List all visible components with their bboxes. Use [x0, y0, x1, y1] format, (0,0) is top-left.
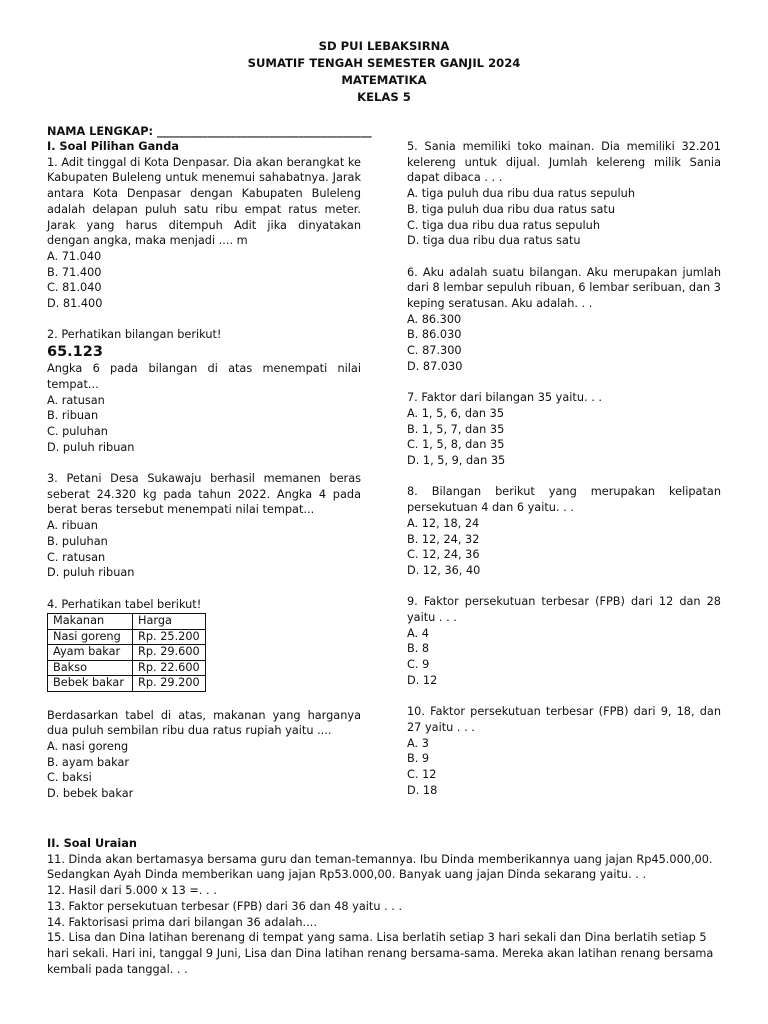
question-5: [407, 139, 721, 249]
subject-title: MATEMATIKA: [341, 73, 427, 87]
question-2: [47, 327, 361, 455]
table-cell: Bakso: [48, 660, 133, 676]
option-c: C. 12, 24, 36: [407, 548, 480, 562]
option-b: B. tiga puluh dua ribu dua ratus satu: [407, 202, 615, 216]
table-header-row: [48, 614, 206, 630]
option-a: A. 71.040: [47, 249, 102, 263]
question-4: [47, 597, 361, 802]
essay-question-15: 15. Lisa dan Dina latihan berenang di tempat yang sama. Lisa berlatih setiap 3 hari sekali dan Dina berlatih setiap 5 hari sekali. Hari ini, tanggal 9 Juni, Lisa dan Dina latihan renang bersama-sama. Mereka akan latihan renang bersama kembali pada tanggal. . .: [47, 931, 714, 976]
option-c: C. 9: [407, 658, 430, 672]
option-b: B. ribuan: [47, 409, 99, 423]
table-cell: Ayam bakar: [48, 645, 133, 661]
featured-number: 65.123: [47, 344, 103, 361]
option-d: D. bebek bakar: [47, 787, 134, 801]
option-b: B. ayam bakar: [47, 755, 130, 769]
section2-title: II. Soal Uraian: [47, 837, 137, 850]
option-d: D. 18: [407, 783, 438, 797]
option-d: D. 87.030: [407, 359, 463, 373]
question-text: 7. Faktor dari bilangan 35 yaitu. . .: [407, 391, 602, 405]
question-1: [47, 155, 361, 312]
option-d: D. 81.400: [47, 297, 103, 311]
question-9: [407, 594, 721, 688]
document-header: [0, 38, 768, 106]
left-column: [47, 139, 361, 802]
table-header-cell: Makanan: [48, 614, 133, 630]
option-d: D. 1, 5, 9, dan 35: [407, 454, 506, 468]
table-cell: Rp. 29.200: [133, 676, 206, 692]
table-cell: Nasi goreng: [48, 629, 133, 645]
question-text: 6. Aku adalah suatu bilangan. Aku merupakan jumlah dari 8 lembar sepuluh ribuan, 6 lembar seribuan, dan 3 keping seratusan. Aku adalah. . .: [407, 265, 721, 311]
question-text: 5. Sania memiliki toko mainan. Dia memiliki 32.201 kelereng untuk dijual. Jumlah kelereng milik Sania dapat dibaca . . .: [407, 140, 721, 185]
question-text: 2. Perhatikan bilangan berikut!: [47, 328, 222, 342]
question-6: [407, 265, 721, 375]
option-c: C. 1, 5, 8, dan 35: [407, 438, 505, 452]
question-text: 3. Petani Desa Sukawaju berhasil memanen beras seberat 24.320 kg pada tahun 2022. Angka 4 pada berat beras tersebut menempati nilai tempat...: [47, 472, 361, 517]
option-c: C. tiga dua ribu dua ratus sepuluh: [407, 218, 600, 232]
option-c: C. 12: [407, 768, 437, 782]
option-c: C. ratusan: [47, 550, 106, 564]
option-a: A. ribuan: [47, 519, 98, 533]
option-d: D. 12: [407, 673, 438, 687]
essay-question-13: 13. Faktor persekutuan terbesar (FPB) dari 36 dan 48 yaitu . . .: [47, 899, 403, 913]
table-header-cell: Harga: [133, 614, 206, 630]
option-c: C. 87.300: [407, 344, 462, 358]
option-b: B. 9: [407, 752, 430, 766]
right-column: [407, 139, 721, 798]
essay-question-12: 12. Hasil dari 5.000 x 13 =. . .: [47, 884, 217, 898]
option-a: A. ratusan: [47, 393, 105, 407]
option-b: B. 8: [407, 642, 430, 656]
option-b: B. 71.400: [47, 265, 102, 279]
option-b: B. 12, 24, 32: [407, 532, 480, 546]
essay-question-14: 14. Faktorisasi prima dari bilangan 36 adalah....: [47, 915, 317, 929]
option-a: A. tiga puluh dua ribu dua ratus sepuluh: [407, 187, 635, 201]
table-row: [48, 676, 206, 692]
option-a: A. 3: [407, 736, 429, 750]
question-text: 8. Bilangan berikut yang merupakan kelipatan persekutuan 4 dan 6 yaitu. . .: [407, 485, 721, 515]
option-d: D. puluh ribuan: [47, 440, 135, 454]
option-d: D. tiga dua ribu dua ratus satu: [407, 234, 581, 248]
option-b: B. 1, 5, 7, dan 35: [407, 422, 505, 436]
question-10: [407, 704, 721, 798]
option-d: D. 12, 36, 40: [407, 563, 481, 577]
option-b: B. 86.030: [407, 328, 462, 342]
school-name: SD PUI LEBAKSIRNA: [318, 39, 450, 53]
grade-title: KELAS 5: [357, 90, 411, 104]
option-a: A. 86.300: [407, 312, 462, 326]
table-cell: Rp. 22.600: [133, 660, 206, 676]
option-a: A. nasi goreng: [47, 739, 129, 753]
option-d: D. puluh ribuan: [47, 566, 135, 580]
option-c: C. baksi: [47, 771, 92, 785]
question-text-2: Berdasarkan tabel di atas, makanan yang harganya dua puluh sembilan ribu dua ratus rupiah yaitu ....: [47, 708, 361, 738]
question-8: [407, 484, 721, 578]
question-text: 1. Adit tinggal di Kota Denpasar. Dia akan berangkat ke Kabupaten Buleleng untuk menemui sahabatnya. Jarak antara Kota Denpasar dengan Kabupaten Buleleng adalah delapan puluh satu ribu empat ratus meter. Jarak yang harus ditempuh Adit jika dinyatakan dengan angka, maka menjadi .... m: [47, 155, 361, 248]
essay-question-11: 11. Dinda akan bertamasya bersama guru dan teman-temannya. Ibu Dinda memberikannya uang jajan Rp45.000,00. Sedangkan Ayah Dinda memberikan uang jajan Rp53.000,00. Banyak uang jajan Dinda sekarang yaitu. . .: [47, 852, 713, 882]
question-text: 4. Perhatikan tabel berikut!: [47, 597, 202, 611]
name-field-label: NAMA LENGKAP: ______________________________________: [47, 125, 372, 138]
table-row: [48, 629, 206, 645]
table-cell: Rp. 25.200: [133, 629, 206, 645]
price-table: [47, 613, 206, 692]
option-a: A. 4: [407, 626, 429, 640]
question-text: 9. Faktor persekutuan terbesar (FPB) dari 12 dan 28 yaitu . . .: [407, 595, 721, 625]
table-row: [48, 645, 206, 661]
option-a: A. 1, 5, 6, dan 35: [407, 406, 505, 420]
option-a: A. 12, 18, 24: [407, 516, 480, 530]
question-3: [47, 471, 361, 581]
exam-title: SUMATIF TENGAH SEMESTER GANJIL 2024: [247, 56, 521, 70]
table-cell: Rp. 29.600: [133, 645, 206, 661]
essay-section: [47, 836, 727, 977]
table-cell: Bebek bakar: [48, 676, 133, 692]
question-text-2: Angka 6 pada bilangan di atas menempati nilai tempat...: [47, 362, 361, 391]
option-b: B. puluhan: [47, 534, 108, 548]
option-c: C. 81.040: [47, 281, 102, 295]
question-7: [407, 390, 721, 469]
option-c: C. puluhan: [47, 424, 108, 438]
question-text: 10. Faktor persekutuan terbesar (FPB) dari 9, 18, dan 27 yaitu . . .: [407, 705, 721, 734]
section1-title: I. Soal Pilihan Ganda: [47, 140, 179, 153]
table-row: [48, 660, 206, 676]
